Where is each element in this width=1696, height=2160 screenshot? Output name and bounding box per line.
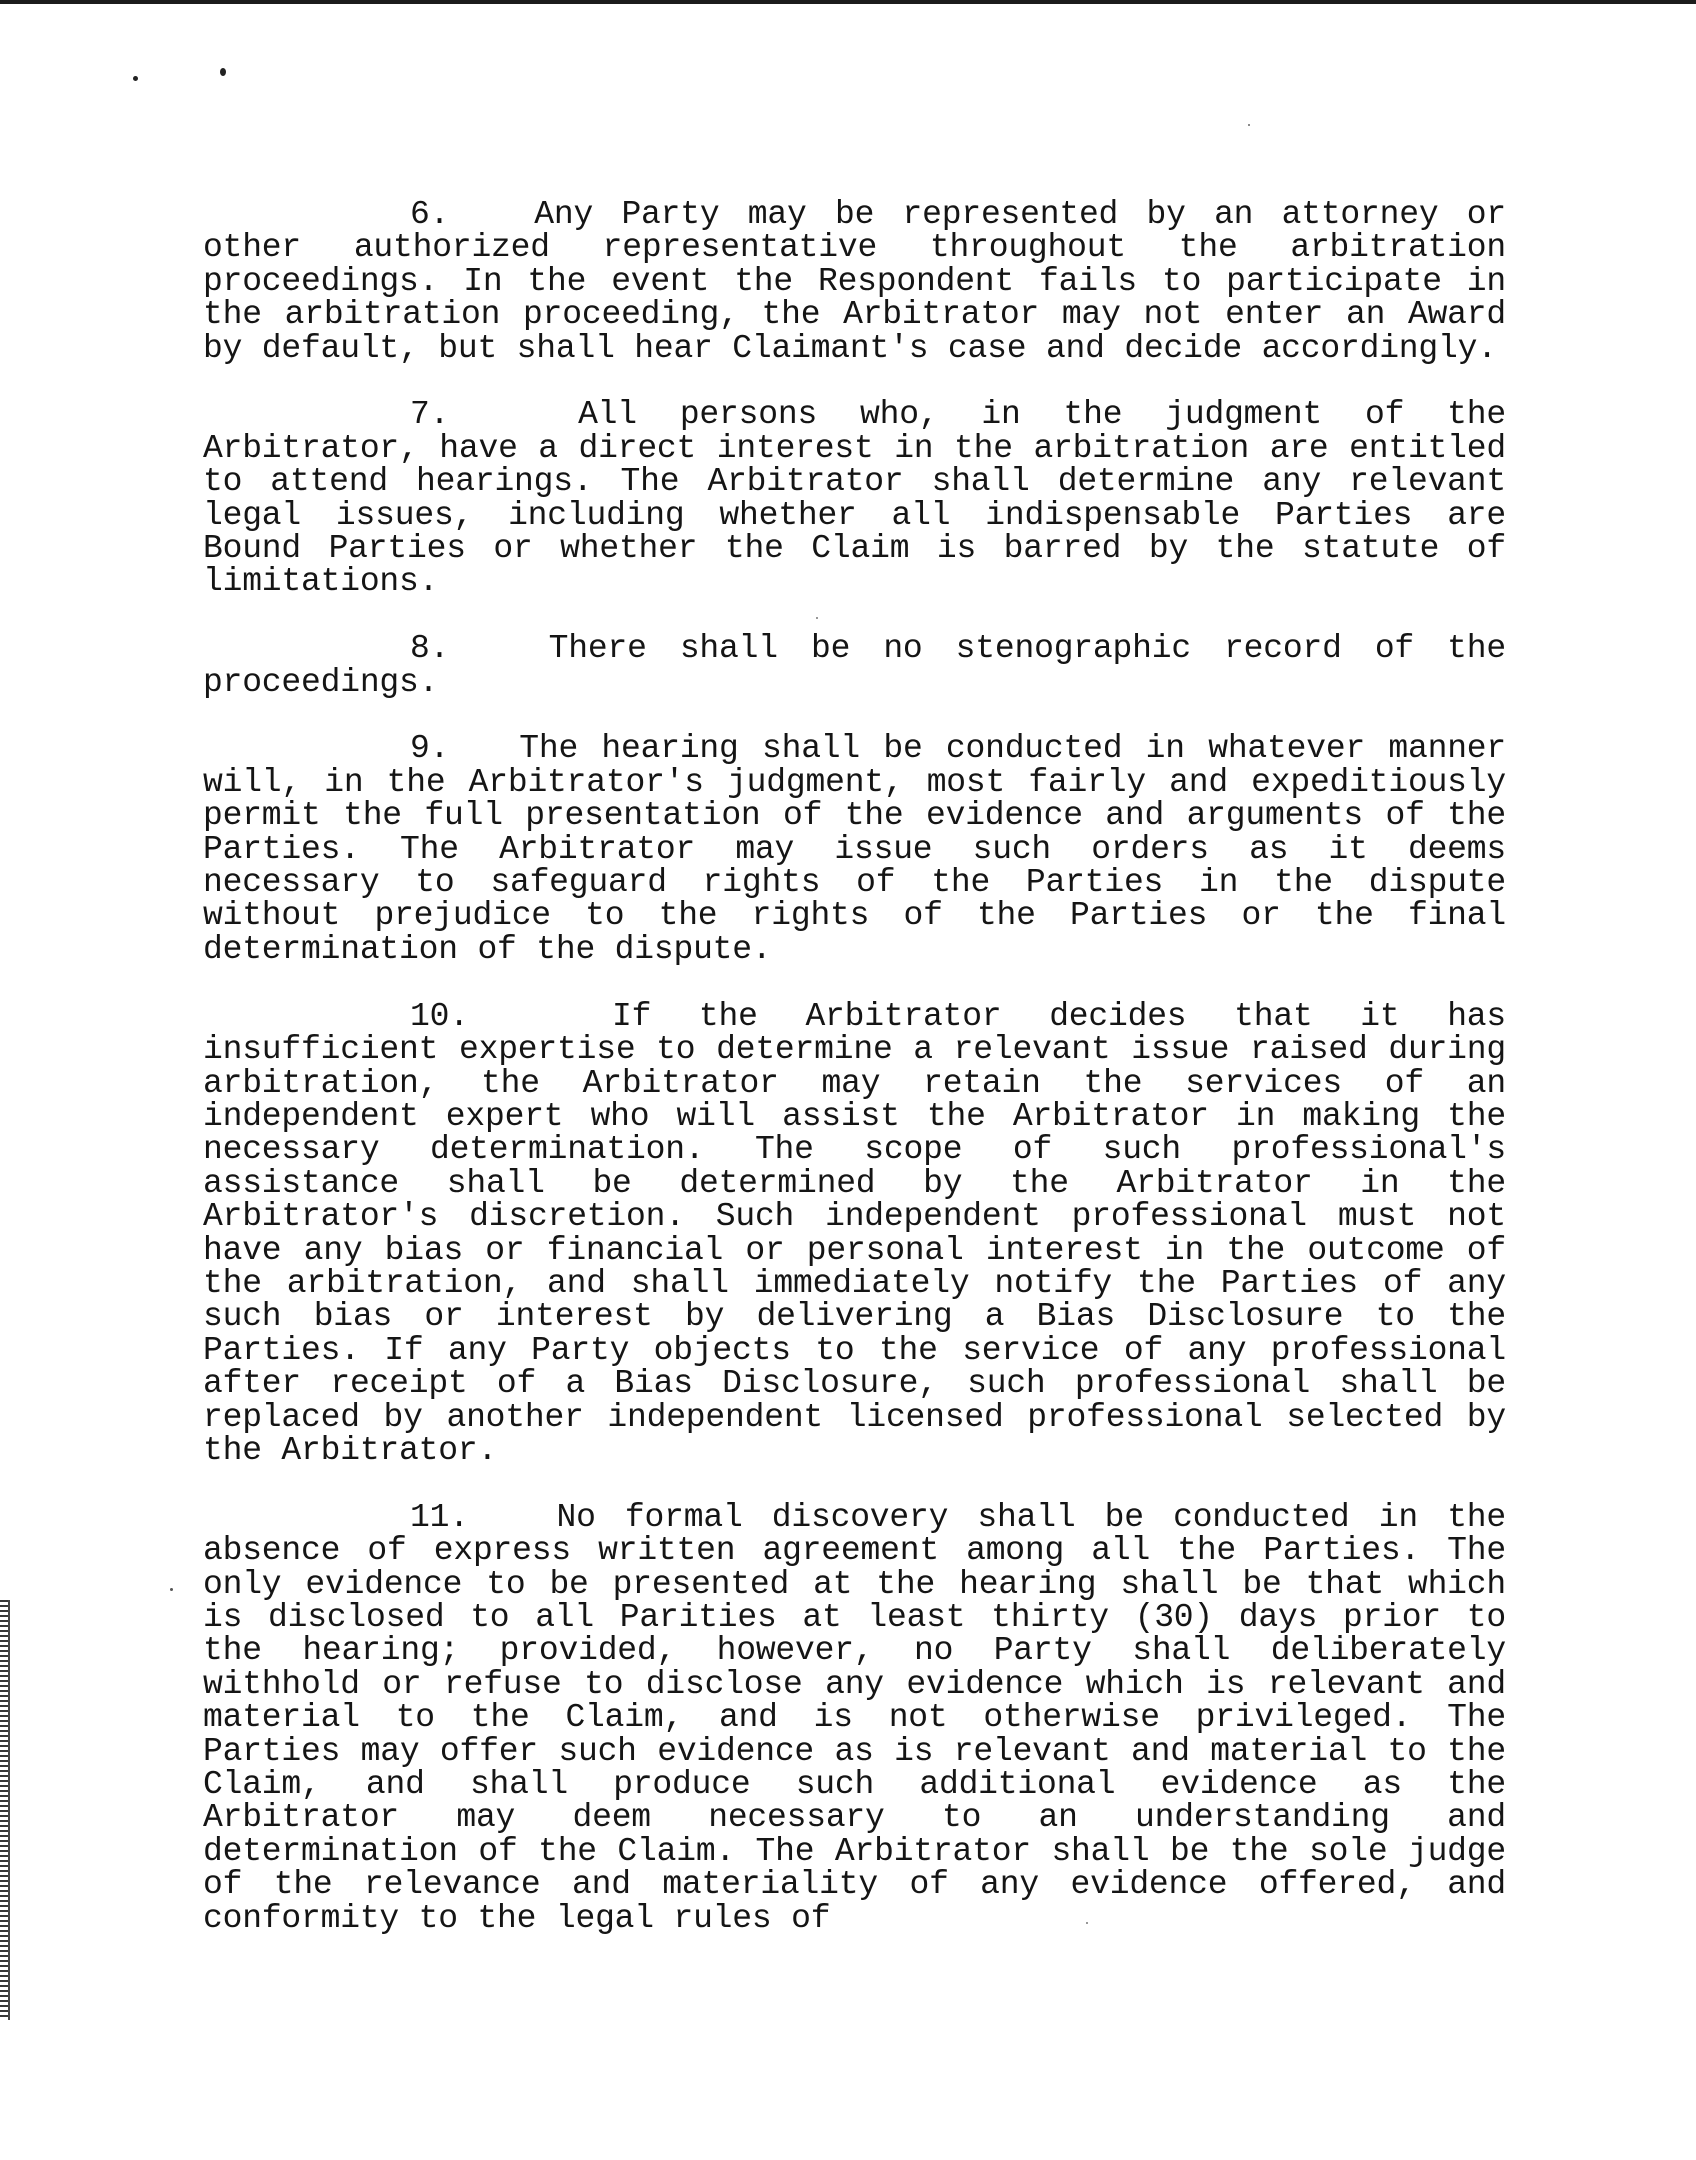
document-body	[203, 198, 1506, 1935]
paragraph-7	[203, 396, 1506, 601]
paragraph-8	[203, 632, 1506, 699]
paragraph-number: 11.	[410, 1498, 469, 1536]
paragraph-text: Any Party may be represented by an attorney or other authorized representative throughout the arbitration proceedings. In the event the Respondent fails to participate in the arbitration proceeding, the Arbitrator may not enter an Award by default, but shall hear Claimant's case and decide accordingly.	[203, 196, 1507, 367]
scan-speck	[170, 1588, 173, 1591]
scan-top-edge	[0, 0, 1696, 4]
paragraph-text: The hearing shall be conducted in whatever manner will, in the Arbitrator's judgment, most fairly and expeditiously permit the full presentation of the evidence and arguments of the Parties. The Arbitrator may issue such orders as it deems necessary to safeguard rights of the Parties in the dispute without prejudice to the rights of the Parties or the final determination of the dispute.	[203, 730, 1507, 968]
scan-speck	[133, 76, 138, 81]
paragraph-9	[203, 732, 1506, 966]
paragraph-text: If the Arbitrator decides that it has insufficient expertise to determine a relevant issue raised during arbitration, the Arbitrator may retain the services of an independent expert who will assist the Arbitrator in making the necessary determination. The scope of such professional's assistance shall be determined by the Arbitrator in the Arbitrator's discretion. Such independent professional must not have any bias or financial or personal interest in the outcome of the arbitration, and shall immediately notify the Parties of any such bias or interest by delivering a Bias Disclosure to the Parties. If any Party objects to the service of any professional after receipt of a Bias Disclosure, such professional shall be replaced by another independent licensed professional selected by the Arbitrator.	[203, 997, 1507, 1469]
paragraph-number: 7.	[410, 396, 450, 434]
paragraph-number: 8.	[410, 630, 450, 668]
paragraph-number: 6.	[410, 196, 450, 233]
paragraph-text: No formal discovery shall be conducted in the absence of express written agreement among all the Parties. The only evidence to be presented at the hearing shall be that which is disclosed to all Parities at least thirty (30) days prior to the hearing; provided, however, no Party shall deliberately withhold or refuse to disclose any evidence which is relevant and material to the Claim, and is not otherwise privileged. The Parties may offer such evidence as is relevant and material to the Claim, and shall produce such additional evidence as the Arbitrator may deem necessary to an understanding and determination of the Claim. The Arbitrator shall be the sole judge of the relevance and materiality of any evidence offered, and conformity to the legal rules of	[203, 1498, 1506, 1937]
paragraph-text: There shall be no stenographic record of the proceedings.	[203, 630, 1506, 701]
paragraph-number: 10.	[410, 997, 469, 1035]
paragraph-10	[203, 997, 1507, 1469]
paragraph-text: All persons who, in the judgment of the Arbitrator, have a direct interest in the arbitration are entitled to attend hearings. The Arbitrator shall determine any relevant legal issues, including whether all indispensable Parties are Bound Parties or whether the Claim is barred by the statute of limitations.	[203, 396, 1506, 601]
scan-speck	[1248, 124, 1250, 126]
scan-binding-marks	[0, 1600, 10, 2020]
scan-speck	[220, 68, 226, 76]
paragraph-6	[203, 198, 1506, 365]
paragraph-number: 9.	[410, 730, 450, 768]
paragraph-11	[203, 1498, 1506, 1937]
